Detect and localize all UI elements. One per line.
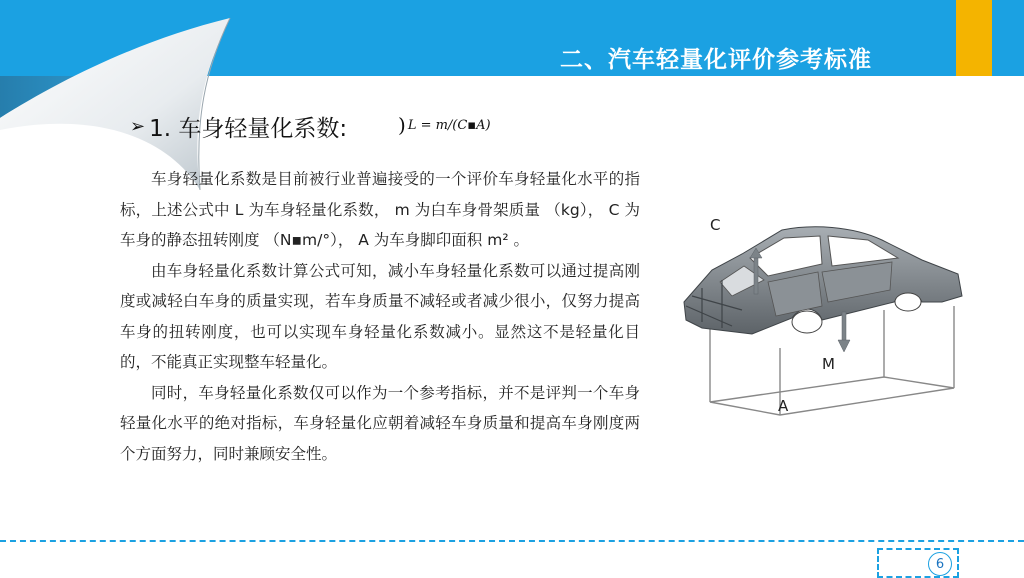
- page-title: 二、汽车轻量化评价参考标准: [560, 47, 872, 73]
- header-accent-bar: [956, 0, 992, 76]
- label-m: M: [822, 355, 835, 373]
- body-text: [120, 164, 640, 469]
- paragraph: 同时，车身轻量化系数仅可以作为一个参考指标，并不是评判一个车身轻量化水平的绝对指标，车身轻量化应朝着减轻车身质量和提高车身刚度两个方面努力，同时兼顾安全性。: [120, 383, 640, 463]
- formula-paren: ): [398, 113, 406, 137]
- formula: [398, 113, 491, 137]
- car-body-illustration: [672, 210, 972, 440]
- section-heading: [130, 110, 347, 143]
- bullet-arrow-icon: ➢: [130, 116, 146, 137]
- label-a: A: [778, 397, 789, 415]
- paragraph: 车身轻量化系数是目前被行业普遍接受的一个评价车身轻量化水平的指标，上述公式中 L 为车身轻量化系数， m 为白车身骨架质量 （kg）， C 为车身的静态扭转刚度 （N▪m/°）， A 为车身脚印面积 m² 。: [120, 170, 640, 249]
- paragraph: 由车身轻量化系数计算公式可知，减小车身轻量化系数可以通过提高刚度或减轻白车身的质量实现，若车身质量不减轻或者减少很小，仅努力提高车身的扭转刚度，也可以实现车身轻量化系数减小。显然这不是轻量化目的，不能真正实现整车轻量化。: [120, 261, 640, 371]
- footer-divider: [0, 540, 1024, 542]
- car-body-figure: [672, 210, 972, 440]
- label-c: C: [710, 216, 721, 234]
- formula-text: L = m/(C▪A): [407, 118, 491, 133]
- section-heading-text: 1. 车身轻量化系数:: [149, 116, 348, 142]
- page-number: 6: [928, 552, 952, 576]
